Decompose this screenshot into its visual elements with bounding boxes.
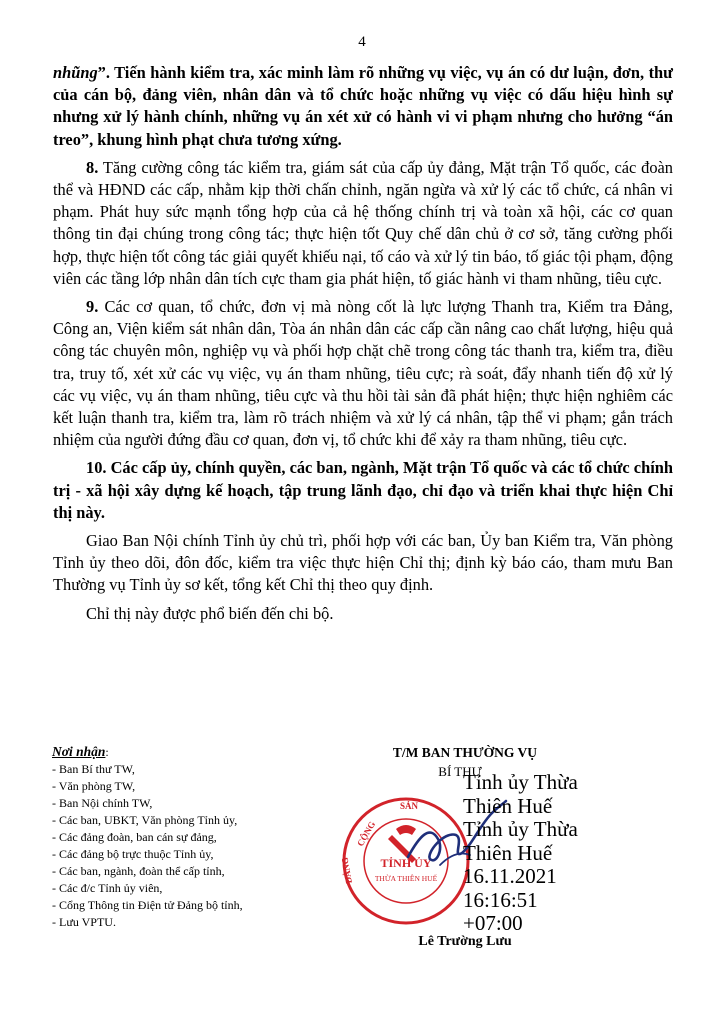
paragraph-number: 9. — [86, 297, 99, 317]
digital-signature-line: Thiên Huế — [463, 840, 553, 865]
svg-text:TỈNH ỦY: TỈNH ỦY — [380, 856, 432, 870]
paragraph-text: ”. Tiến hành kiểm tra, xác minh làm rõ những vụ việc, vụ án có dư luận, đơn, thư của cán bộ, đảng viên, nhân dân và tổ chức hoặc những vụ việc có dấu hiệu hình sự nhưng xử lý hành chính, những vụ án xét xử có hành vi vi phạm nhưng cho hưởng “án treo”, khung hình phạt chưa tương xứng. — [53, 63, 673, 149]
digital-signature-line: Tỉnh ủy Thừa — [463, 770, 578, 794]
paragraph-continuation — [53, 62, 673, 151]
recipient-item: - Các đảng đoàn, ban cán sự đảng, — [52, 830, 217, 844]
recipient-item: - Các đ/c Tỉnh ủy viên, — [52, 881, 163, 895]
document-body — [53, 62, 673, 631]
recipient-item: - Các đảng bộ trực thuộc Tỉnh ủy, — [52, 847, 214, 861]
digital-signature-line: 16:16:51 — [463, 887, 538, 912]
digital-signature-info — [463, 771, 613, 936]
svg-text:CỘNG: CỘNG — [355, 819, 378, 848]
signing-authority: T/M BAN THƯỜNG VỤ — [392, 745, 538, 760]
recipient-item: - Lưu VPTU. — [52, 915, 116, 929]
paragraph-text: Tăng cường công tác kiểm tra, giám sát của cấp ủy đảng, Mặt trận Tổ quốc, các đoàn thể và HĐND các cấp, nhằm kịp thời chấn chỉnh, ngăn ngừa và xử lý các tổ chức, cá nhân vi phạm. Phát huy sức mạnh tổng hợp của cả hệ thống chính trị và toàn xã hội, các cơ quan thông tin đại chúng trong công tác; thực hiện tốt Quy chế dân chủ ở cơ sở, tăng cường phối hợp, thực hiện tốt công tác giải quyết khiếu nại, tố cáo và xử lý tin báo, tố giác tội phạm, động viên các tầng lớp nhân dân tích cực tham gia phát hiện, tố giác hành vi tham nhũng, tiêu cực. — [53, 157, 673, 288]
paragraph-assignment: Giao Ban Nội chính Tỉnh ủy chủ trì, phối hợp với các ban, Ủy ban Kiểm tra, Văn phòng Tỉnh ủy theo dõi, đôn đốc, kiểm tra việc thực hiện Chỉ thị; định kỳ báo cáo, tham mưu Ban Thường vụ Tỉnh ủy sơ kết, tổng kết Chỉ thị theo quy định. — [53, 531, 673, 595]
recipient-item: - Các ban, UBKT, Văn phòng Tỉnh ủy, — [52, 813, 238, 827]
paragraph-number: 8. — [86, 157, 99, 177]
digital-signature-line: Tỉnh ủy Thừa — [463, 817, 578, 841]
recipient-item: - Các ban, ngành, đoàn thể cấp tỉnh, — [52, 864, 225, 878]
paragraph-10: 10. Các cấp ủy, chính quyền, các ban, ngành, Mặt trận Tổ quốc và các tổ chức chính trị - xã hội xây dựng kế hoạch, tập trung lãnh đạo, chỉ đạo và triển khai thực hiện Chỉ thị này. — [53, 458, 673, 522]
signer-title: BÍ THƯ — [438, 764, 482, 779]
recipient-item: - Văn phòng TW, — [52, 779, 136, 793]
svg-text:SẢN: SẢN — [400, 801, 419, 811]
digital-signature-line: 16.11.2021 — [463, 864, 557, 888]
recipients-heading — [52, 743, 352, 761]
svg-text:ĐẢNG: ĐẢNG — [340, 856, 354, 885]
digital-signature-line: Thiên Huế — [463, 793, 553, 818]
recipients-colon: : — [105, 745, 109, 759]
paragraph-8 — [53, 157, 673, 290]
recipients-title: Nơi nhận — [52, 744, 106, 759]
paragraph-text: Các cơ quan, tổ chức, đơn vị mà nòng cốt là lực lượng Thanh tra, Kiểm tra Đảng, Công an, Viện kiểm sát nhân dân, Tòa án nhân dân các cấp cần nâng cao chất lượng, hiệu quả công tác chuyên môn, nghiệp vụ và phối hợp chặt chẽ trong công tác thanh tra, kiểm tra, điều tra, truy tố, xét xử các vụ việc, vụ án tham nhũng, tiêu cực; rà soát, đẩy nhanh tiến độ xử lý các vụ việc, vụ án tham nhũng, tiêu cực và thu hồi tài sản đã phát hiện; thực hiện nghiêm các kết luận thanh tra, kiểm tra, làm rõ trách nhiệm và xử lý cá nhân, tập thể vi phạm; gắn trách nhiệm của người đứng đầu cơ quan, đơn vị, tổ chức khi để xảy ra tham nhũng, tiêu cực. — [53, 297, 673, 450]
page-number: 4 — [358, 34, 366, 50]
digital-signature-line: +07:00 — [463, 911, 523, 935]
recipient-item: - Cổng Thông tin Điện tử Đảng bộ tỉnh, — [52, 898, 243, 912]
recipients-block — [52, 743, 352, 931]
recipients-list — [52, 761, 352, 931]
paragraph-dissemination: Chỉ thị này được phổ biến đến chi bộ. — [86, 603, 334, 623]
recipient-item: - Ban Nội chính TW, — [52, 796, 153, 810]
signer-name: Lê Trường Lưu — [418, 934, 512, 949]
italic-word: nhũng — [53, 63, 98, 82]
svg-text:THỪA THIÊN HUẾ: THỪA THIÊN HUẾ — [374, 874, 438, 883]
paragraph-9 — [53, 296, 673, 451]
recipient-item: - Ban Bí thư TW, — [52, 762, 135, 776]
